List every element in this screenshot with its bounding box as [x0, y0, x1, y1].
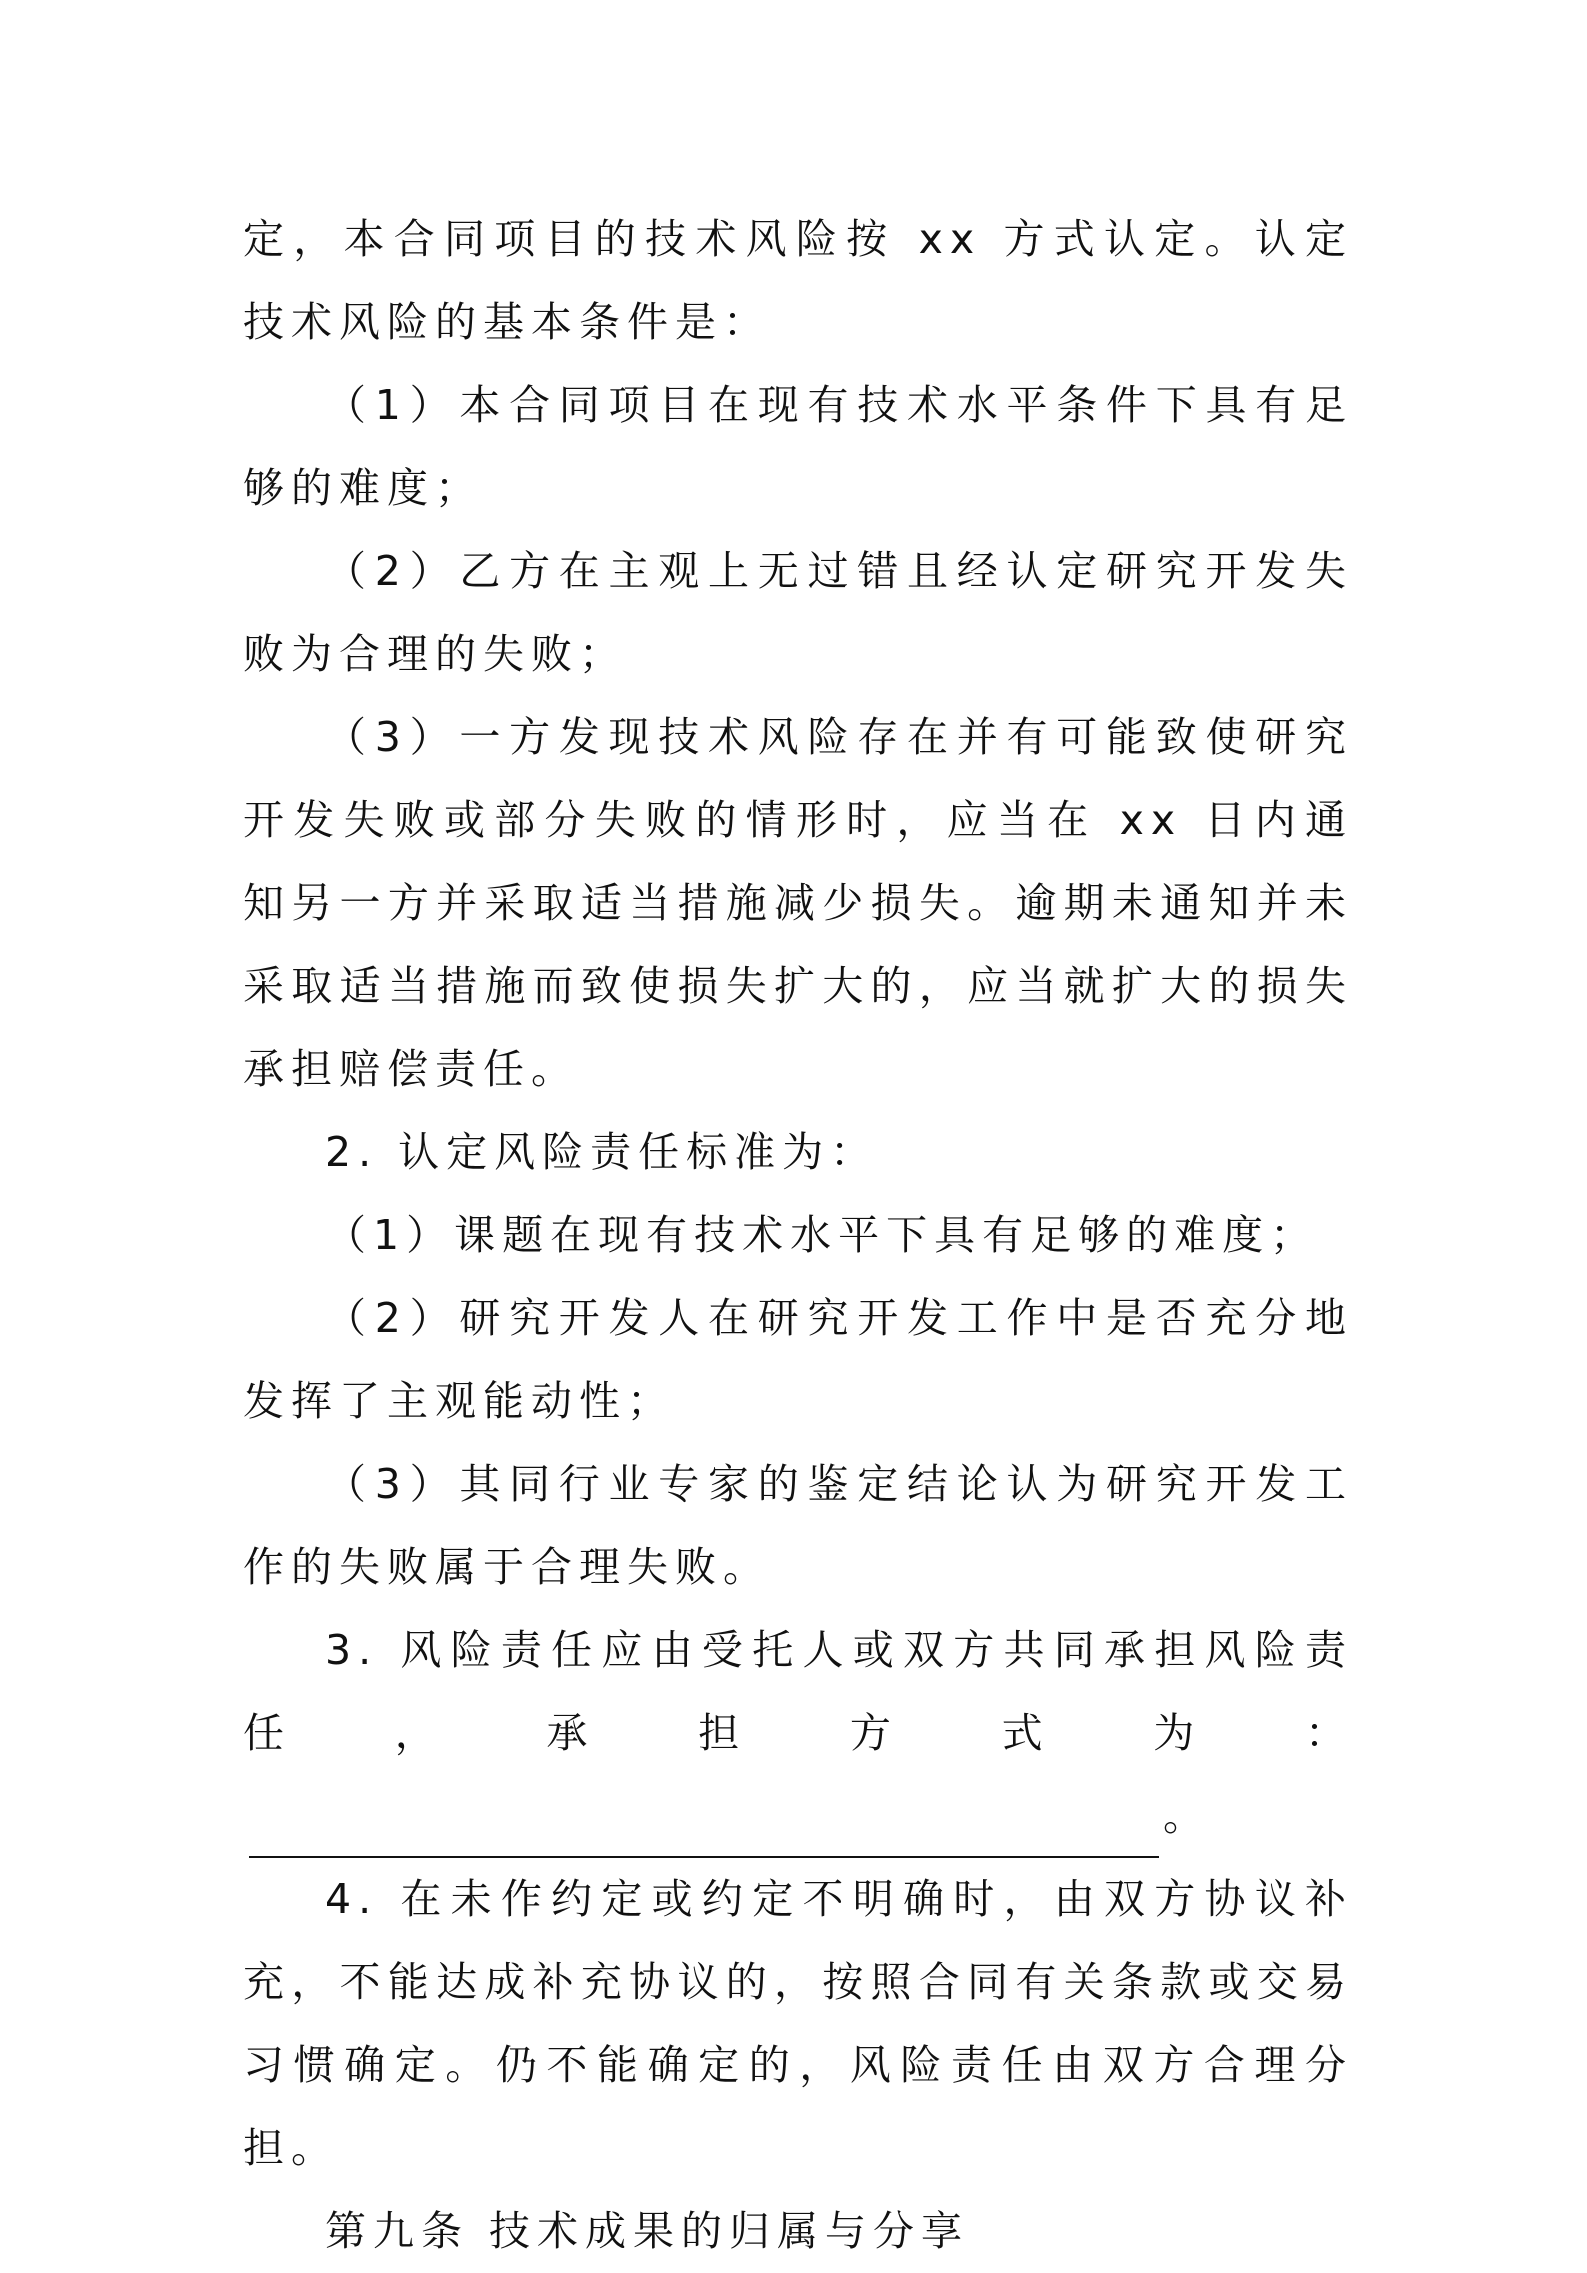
document-body [243, 198, 1353, 2273]
liability-text: 3. 风险责任应由受托人或双方共同承担风险责任，承担方式为： [243, 1626, 1353, 1757]
paragraph-no-agreement: 4. 在未作约定或约定不明确时，由双方协议补充，不能达成补充协议的，按照合同有关条款或交易习惯确定。仍不能确定的，风险责任由双方合理分担。 [243, 1875, 1353, 2172]
paragraph-standard-3: （3）其同行业专家的鉴定结论认为研究开发工作的失败属于合理失败。 [243, 1460, 1353, 1591]
fill-in-blank-line[interactable] [249, 1812, 1159, 1858]
paragraph-risk-determination: 定，本合同项目的技术风险按 xx 方式认定。认定技术风险的基本条件是： [243, 215, 1353, 346]
paragraph-condition-3: （3）一方发现技术风险存在并有可能致使研究开发失败或部分失败的情形时，应当在 xx 日内通知另一方并采取适当措施减少损失。逾期未通知并未采取适当措施而致使损失扩大的，应当就扩大的损失承担赔偿责任。 [243, 713, 1353, 1093]
paragraph-standard-1: （1）课题在现有技术水平下具有足够的难度； [325, 1211, 1319, 1259]
period-mark: 。 [1163, 1792, 1211, 1840]
paragraph-condition-2: （2）乙方在主观上无过错且经认定研究开发失败为合理的失败； [243, 547, 1353, 678]
paragraph-standard-2: （2）研究开发人在研究开发工作中是否充分地发挥了主观能动性； [243, 1294, 1353, 1425]
paragraph-liability-bearing [243, 1609, 1353, 1858]
article-9-heading: 第九条 技术成果的归属与分享 [325, 2207, 970, 2255]
paragraph-standard-heading: 2. 认定风险责任标准为： [325, 1128, 879, 1176]
paragraph-condition-1: （1）本合同项目在现有技术水平条件下具有足够的难度； [243, 381, 1353, 512]
